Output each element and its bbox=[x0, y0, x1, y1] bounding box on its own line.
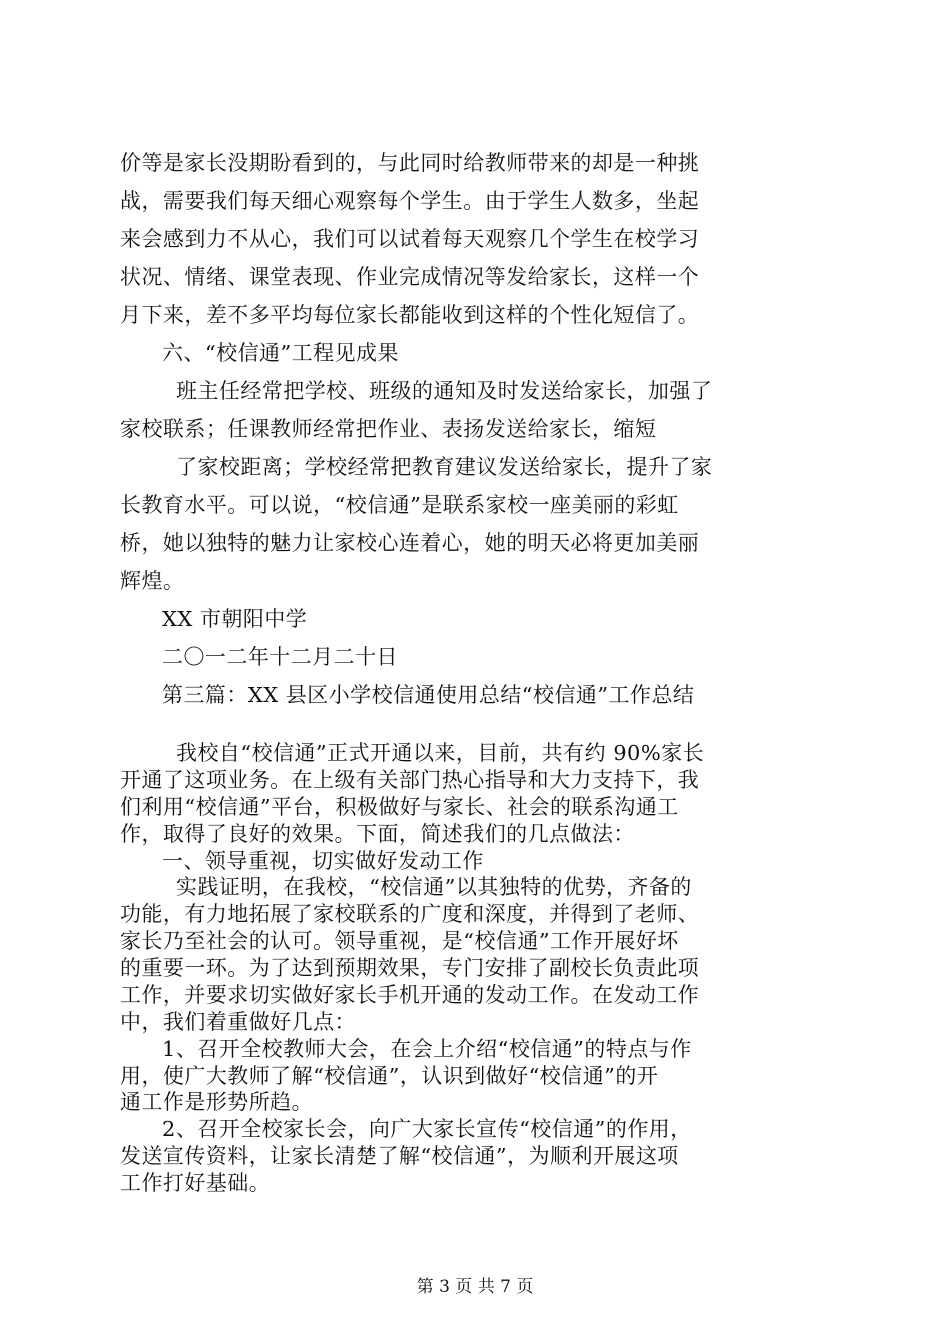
list-item: 1、召开全校教师大会，在会上介绍“校信通”的特点与作 bbox=[162, 1036, 692, 1061]
body-line: 来会感到力不从心，我们可以试着每天观察几个学生在校学习 bbox=[120, 227, 700, 251]
body-line: 了家校距离；学校经常把教育建议发送给家长，提升了家 bbox=[176, 455, 713, 479]
body-line: 用，使广大教师了解“校信通”，认识到做好“校信通”的开 bbox=[120, 1063, 659, 1088]
signature-date: 二〇一二年十二月二十日 bbox=[162, 645, 398, 669]
body-line: 家校联系；任课教师经常把作业、表扬发送给家长，缩短 bbox=[120, 417, 657, 441]
body-line: 发送宣传资料，让家长清楚了解“校信通”，为顺利开展这项 bbox=[120, 1144, 679, 1169]
body-line: 战，需要我们每天细心观察每个学生。由于学生人数多，坐起 bbox=[120, 189, 700, 213]
body-line: 们利用“校信通”平台，积极做好与家长、社会的联系沟通工 bbox=[120, 794, 679, 819]
body-line: 开通了这项业务。在上级有关部门热心指导和大力支持下，我 bbox=[120, 767, 700, 792]
body-line: 状况、情绪、课堂表现、作业完成情况等发给家长，这样一个 bbox=[120, 265, 700, 289]
body-line: 辉煌。 bbox=[120, 569, 185, 593]
body-line: 的重要一环。为了达到预期效果，专门安排了副校长负责此项 bbox=[120, 956, 700, 980]
section-heading: 六、“校信通”工程见成果 bbox=[162, 341, 399, 365]
section-heading: 一、领导重视，切实做好发动工作 bbox=[162, 848, 484, 873]
body-line: 价等是家长没期盼看到的，与此同时给教师带来的却是一种挑 bbox=[120, 151, 700, 175]
body-line: 班主任经常把学校、班级的通知及时发送给家长，加强了 bbox=[176, 379, 713, 403]
body-line: 月下来，差不多平均每位家长都能收到这样的个性化短信了。 bbox=[120, 303, 700, 327]
body-line: 工作，并要求切实做好家长手机开通的发动工作。在发动工作 bbox=[120, 982, 700, 1007]
body-line: 实践证明，在我校，“校信通”以其独特的优势，齐备的 bbox=[176, 875, 692, 900]
body-line: 工作打好基础。 bbox=[120, 1171, 271, 1195]
signature-school: XX 市朝阳中学 bbox=[162, 607, 308, 631]
body-line: 通工作是形势所趋。 bbox=[120, 1090, 314, 1115]
article-title: 第三篇：XX 县区小学校信通使用总结“校信通”工作总结 bbox=[162, 683, 695, 707]
body-line: 中，我们着重做好几点： bbox=[120, 1009, 356, 1034]
page-number: 第 3 页 共 7 页 bbox=[416, 1277, 534, 1297]
body-line: 我校自“校信通”正式开通以来，目前，共有约 90%家长 bbox=[176, 741, 705, 765]
body-line: 桥，她以独特的魅力让家校心连着心，她的明天必将更加美丽 bbox=[120, 531, 700, 555]
list-item: 2、召开全校家长会，向广大家长宣传“校信通”的作用， bbox=[162, 1117, 692, 1142]
body-line: 长教育水平。可以说，“校信通”是联系家校一座美丽的彩虹 bbox=[120, 493, 679, 517]
body-line: 作，取得了良好的效果。下面，简述我们的几点做法： bbox=[120, 821, 635, 846]
body-line: 家长乃至社会的认可。领导重视，是“校信通”工作开展好坏 bbox=[120, 929, 679, 954]
body-line: 功能，有力地拓展了家校联系的广度和深度，并得到了老师、 bbox=[120, 902, 700, 927]
